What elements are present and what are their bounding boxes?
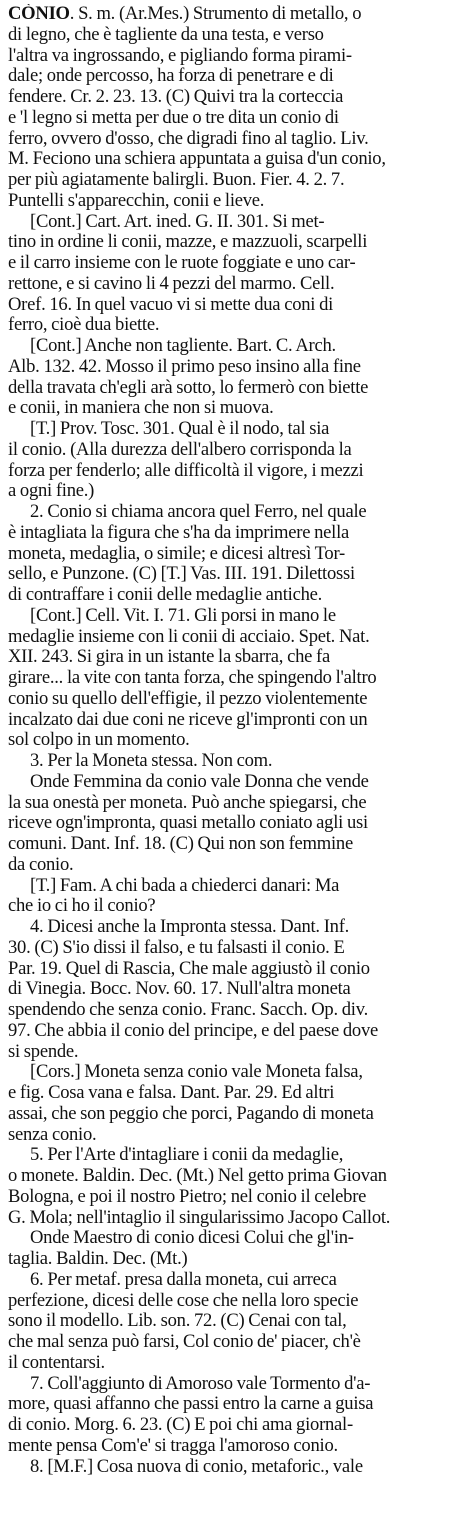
entry-line: 3. Per la Moneta stessa. Non com. bbox=[30, 751, 273, 771]
entry-line: il conio. (Alla durezza dell'albero corrisponda la bbox=[8, 439, 352, 460]
entry-line: sono il modello. Lib. son. 72. (C) Cenai con tal, bbox=[8, 1311, 347, 1332]
entry-line: ferro, cioè dua biette. bbox=[8, 315, 160, 336]
entry-line: G. Mola; nell'intaglio il singularissimo Jacopo Callot. bbox=[8, 1207, 391, 1228]
entry-line: [T.] Fam. A chi bada a chiederci danari: Ma bbox=[30, 875, 340, 896]
entry-line: Alb. 132. 42. Mosso il primo peso insino alla fine bbox=[8, 356, 361, 377]
entry-line: la sua onestà per moneta. Può anche spiegarsi, che bbox=[8, 792, 367, 813]
entry-line: si spende. bbox=[8, 1041, 79, 1062]
entry-line: [Cont.] Cart. Art. ined. G. II. 301. Si met- bbox=[30, 211, 325, 232]
entry-line: di conio. Morg. 6. 23. (C) E poi chi ama giornal- bbox=[8, 1415, 353, 1435]
entry-line: Onde Femmina da conio vale Donna che vende bbox=[30, 771, 369, 792]
entry-line: a ogni fine.) bbox=[8, 481, 95, 502]
headword: CÒNIO bbox=[8, 4, 70, 24]
entry-line: o monete. Baldin. Dec. (Mt.) Nel getto prima Giovan bbox=[8, 1166, 387, 1186]
entry-line: che mal senza può farsi, Col conio de' piacer, ch'è bbox=[8, 1332, 361, 1352]
entry-line: e 'l legno si metta per due o tre dita un conio di bbox=[8, 107, 339, 128]
entry-line: Puntelli s'apparecchin, conii e lieve. bbox=[8, 190, 265, 211]
entry-line: assai, che son peggio che porci, Pagando di moneta bbox=[8, 1103, 374, 1124]
entry-line: incalzato dai due coni ne riceve gl'impronti con un bbox=[8, 709, 368, 730]
entry-line: Par. 19. Quel di Rascia, Che male aggiustò il conio bbox=[8, 958, 370, 979]
entry-line: della travata ch'egli arà sotto, lo fermerò con biette bbox=[8, 377, 369, 398]
entry-line: medaglie insieme con li conii di acciaio. Spet. Nat. bbox=[8, 626, 370, 647]
entry-line: dale; onde percosso, ha forza di penetrare e di bbox=[8, 66, 334, 87]
entry-line: sol colpo in un momento. bbox=[8, 730, 190, 751]
entry-line: senza conio. bbox=[8, 1124, 97, 1145]
entry-line: Oref. 16. In quel vacuo vi si mette dua coni di bbox=[8, 294, 334, 315]
entry-line: riceve ogn'impronta, quasi metallo coniato agli usi bbox=[8, 813, 368, 834]
entry-line: mente pensa Com'e' si tragga l'amoroso conio. bbox=[8, 1435, 338, 1456]
entry-line: da conio. bbox=[8, 854, 74, 875]
entry-line: di legno, che è tagliente da una testa, e verso bbox=[8, 24, 324, 45]
entry-line: di Vinegia. Bocc. Nov. 60. 17. Null'altra moneta bbox=[8, 979, 351, 1000]
entry-line: more, quasi affanno che passi entro la carne a guisa bbox=[8, 1394, 374, 1415]
entry-line: 2. Conio si chiama ancora quel Ferro, nel quale bbox=[30, 502, 367, 522]
entry-line: XII. 243. Si gira in un istante la sbarra, che fa bbox=[8, 647, 330, 668]
entry-line: e conii, in maniera che non si muova. bbox=[8, 398, 274, 419]
entry-line: [Cont.] Anche non tagliente. Bart. C. Arch. bbox=[30, 336, 336, 356]
entry-line: conio su quello dell'effigie, il pezzo violentemente bbox=[8, 688, 368, 709]
entry-line: Bologna, e poi il nostro Pietro; nel conio il celebre bbox=[8, 1186, 367, 1207]
entry-line: è intagliata la figura che s'ha da imprimere nella bbox=[8, 522, 350, 543]
entry-line: M. Feciono una schiera appuntata a guisa d'un conio, bbox=[8, 149, 386, 170]
entry-line: [Cors.] Moneta senza conio vale Moneta falsa, bbox=[30, 1062, 363, 1083]
entry-line: forza per fenderlo; alle difficoltà il vigore, i mezzi bbox=[8, 460, 364, 481]
entry-line: 97. Che abbia il conio del principe, e del paese dove bbox=[8, 1020, 379, 1041]
entry-line: perfezione, dicesi delle cose che nella loro specie bbox=[8, 1290, 359, 1311]
entry-line: [T.] Prov. Tosc. 301. Qual è il nodo, tal sia bbox=[30, 419, 330, 439]
entry-line: per più agiatamente balirgli. Buon. Fier. 4. 2. 7. bbox=[8, 170, 345, 190]
entry-line: l'altra va ingrossando, e pigliando forma pirami- bbox=[8, 45, 352, 66]
entry-line: comuni. Dant. Inf. 18. (C) Qui non son femmine bbox=[8, 834, 353, 854]
entry-line: 5. Per l'Arte d'intagliare i conii da medaglie, bbox=[30, 1145, 344, 1166]
entry-line: 30. (C) S'io dissi il falso, e tu falsasti il conio. E bbox=[8, 937, 345, 958]
entry-line: e fig. Cosa vana e falsa. Dant. Par. 29. Ed altri bbox=[8, 1083, 335, 1103]
dictionary-entry-conio bbox=[8, 4, 463, 1477]
entry-line: 6. Per metaf. presa dalla moneta, cui arreca bbox=[30, 1269, 337, 1290]
entry-line: 8. [M.F.] Cosa nuova di conio, metaforic., vale bbox=[30, 1456, 363, 1477]
entry-line: 4. Dicesi anche la Impronta stessa. Dant. Inf. bbox=[30, 917, 350, 937]
entry-line: 7. Coll'aggiunto di Amoroso vale Tormento d'a- bbox=[30, 1373, 371, 1394]
entry-line: taglia. Baldin. Dec. (Mt.) bbox=[8, 1249, 188, 1269]
entry-line: che io ci ho il conio? bbox=[8, 896, 156, 917]
entry-line: Onde Maestro di conio dicesi Colui che gl'in- bbox=[30, 1228, 354, 1249]
entry-line: fendere. Cr. 2. 23. 13. (C) Quivi tra la corteccia bbox=[8, 87, 344, 107]
entry-line: il contentarsi. bbox=[8, 1352, 105, 1373]
entry-line: CÒNIO. S. m. (Ar.Mes.) Strumento di metallo, o bbox=[8, 4, 362, 24]
entry-line: sello, e Punzone. (C) [T.] Vas. III. 191. Dilettossi bbox=[8, 564, 355, 585]
entry-line: [Cont.] Cell. Vit. I. 71. Gli porsi in mano le bbox=[30, 605, 336, 626]
entry-line: spendendo che senza conio. Franc. Sacch. Op. div. bbox=[8, 1000, 368, 1020]
entry-line: rettone, e si cavino li 4 pezzi del marmo. Cell. bbox=[8, 273, 335, 294]
entry-line: e il carro insieme con le ruote foggiate e uno car- bbox=[8, 253, 356, 273]
entry-line: girare... la vite con tanta forza, che spingendo l'altro bbox=[8, 668, 377, 688]
entry-line: tino in ordine li conii, mazze, e mazzuoli, scarpelli bbox=[8, 232, 368, 253]
entry-line: moneta, medaglia, o simile; e dicesi altresì Tor- bbox=[8, 543, 345, 564]
entry-line: di contraffare i conii delle medaglie antiche. bbox=[8, 585, 323, 605]
entry-line: ferro, ovvero d'osso, che digradi fino al taglio. Liv. bbox=[8, 128, 369, 149]
